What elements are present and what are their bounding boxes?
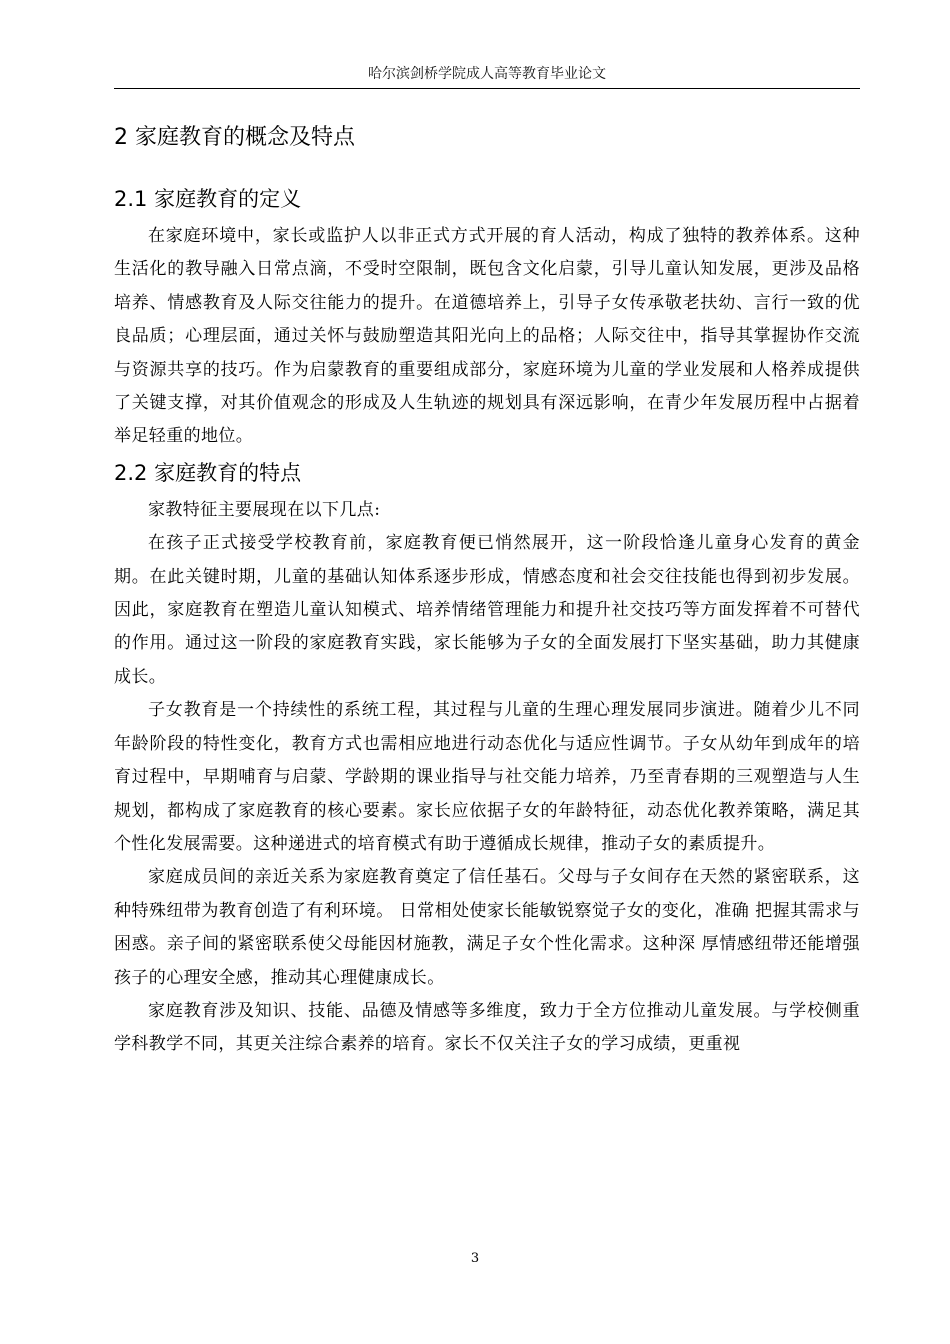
running-header: 哈尔滨剑桥学院成人高等教育毕业论文 [368, 66, 606, 82]
paragraph: 家教特征主要展现在以下几点: [148, 499, 381, 520]
paragraph: 在孩子正式接受学校教育前，家庭教育便已悄然展开，这一阶段恰逢儿童身心发育的黄金期。在此关键时期，儿童的基础认知体系逐步形成，情感态度和社会交往技能也得到初步发展。因此，家庭教育在塑造儿童认知模式、培养情绪管理能力和提升社交技巧等方面发挥着不可替代的作用。通过这一阶段的家庭教育实践，家长能够为子女的全面发展打下坚实基础，助力其健康成长。 [114, 533, 860, 687]
paragraph: 在家庭环境中，家长或监护人以非正式方式开展的育人活动，构成了独特的教养体系。这种生活化的教导融入日常点滴，不受时空限制，既包含文化启蒙，引导儿童认知发展，更涉及品格培养、情感教育及人际交往能力的提升。在道德培养上，引导子女传承敬老扶幼、言行一致的优良品质；心理层面，通过关怀与鼓励塑造其阳光向上的品格；人际交往中，指导其掌握协作交流与资源共享的技巧。作为启蒙教育的重要组成部分，家庭环境为儿童的学业发展和人格养成提供了关键支撑，对其价值观念的形成及人生轨迹的规划具有深远影响，在青少年发展历程中占据着举足轻重的地位。 [114, 226, 860, 447]
paragraph: 家庭成员间的亲近关系为家庭教育奠定了信任基石。父母与子女间存在天然的紧密联系，这种特殊纽带为教育创造了有利环境。 日常相处使家长能敏锐察觉子女的变化，准确 把握其需求与困惑。亲子间的紧密联系使父母能因材施教，满足子女个性化需求。这种深 厚情感纽带还能增强孩子的心理安全感，推动其心理健康成长。 [114, 867, 860, 988]
paragraph: 子女教育是一个持续性的系统工程，其过程与儿童的生理心理发展同步演进。随着少儿不同年龄阶段的特性变化，教育方式也需相应地进行动态优化与适应性调节。子女从幼年到成年的培育过程中，早期哺育与启蒙、学龄期的课业指导与社交能力培养，乃至青春期的三观塑造与人生规划，都构成了家庭教育的核心要素。家长应依据子女的年龄特征，动态优化教养策略，满足其个性化发展需要。这种递进式的培育模式有助于遵循成长规律，推动子女的素质提升。 [114, 700, 860, 854]
page-body [114, 118, 860, 1062]
section-title-2-2: 2.2 家庭教育的特点 [114, 460, 302, 485]
header-divider [114, 88, 860, 89]
section-title-2-1: 2.1 家庭教育的定义 [114, 187, 302, 211]
chapter-title: 2 家庭教育的概念及特点 [114, 125, 355, 150]
page-number: 3 [470, 1251, 480, 1266]
paragraph: 家庭教育涉及知识、技能、品德及情感等多维度，致力于全方位推动儿童发展。与学校侧重学科教学不同，其更关注综合素养的培育。家长不仅关注子女的学习成绩，更重视 [114, 1000, 860, 1055]
